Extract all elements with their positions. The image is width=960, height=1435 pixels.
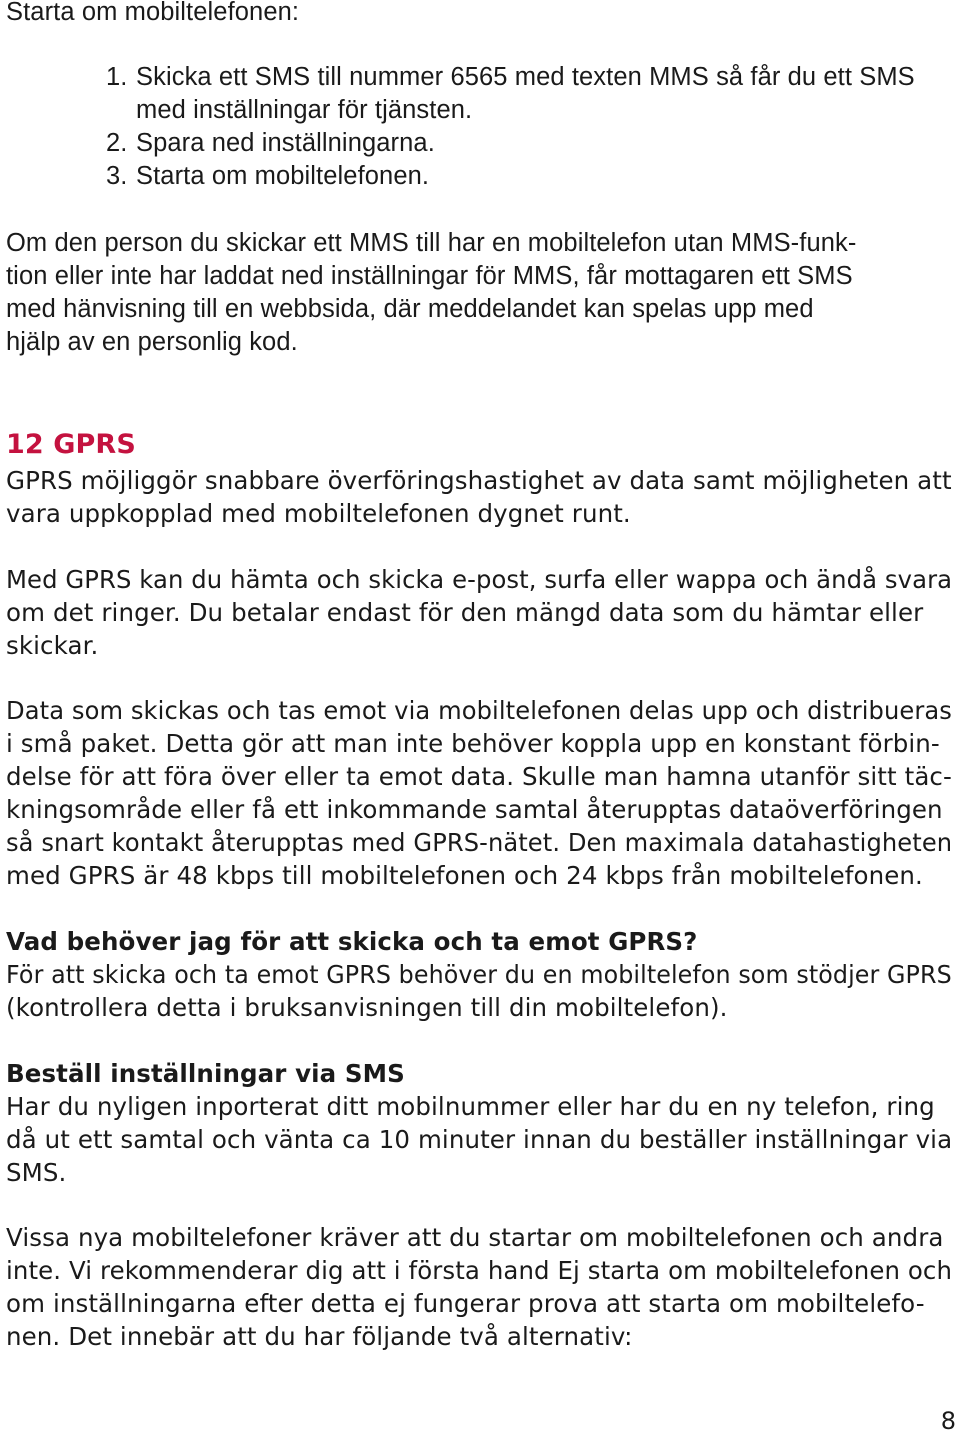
subheading-requirements: Vad behöver jag för att skicka och ta emot GPRS?: [6, 927, 698, 956]
paragraph-line: om det ringer. Du betalar endast för den mängd data som du hämtar eller: [6, 598, 924, 627]
paragraph-line: tion eller inte har laddat ned inställningar för MMS, får mottagaren ett SMS: [6, 262, 853, 290]
paragraph-line: Vissa nya mobiltelefoner kräver att du startar om mobiltelefonen och andra: [6, 1223, 944, 1252]
list-item-continuation: med inställningar för tjänsten.: [136, 96, 473, 124]
page-number: 8: [940, 1407, 956, 1435]
paragraph-line: med GPRS är 48 kbps till mobiltelefonen och 24 kbps från mobiltelefonen.: [6, 861, 923, 890]
list-item: [106, 127, 435, 160]
list-text: Starta om mobiltelefonen.: [136, 162, 430, 190]
paragraph-line: kningsområde eller få ett inkommande samtal återupptas dataöverföringen: [6, 795, 943, 824]
list-text: Skicka ett SMS till nummer 6565 med texten MMS så får du ett SMS: [136, 63, 915, 91]
paragraph-line: i små paket. Detta gör att man inte behöver koppla upp en konstant förbin-: [6, 729, 940, 758]
section-heading-gprs: 12 GPRS: [6, 429, 136, 460]
paragraph-line: med hänvisning till en webbsida, där meddelandet kan spelas upp med: [6, 295, 814, 323]
paragraph-line: Har du nyligen inporterat ditt mobilnummer eller har du en ny telefon, ring: [6, 1092, 935, 1121]
list-text: Spara ned inställningarna.: [136, 129, 435, 157]
paragraph-line: Om den person du skickar ett MMS till har en mobiltelefon utan MMS-funk-: [6, 229, 857, 257]
list-number: 1.: [106, 63, 128, 91]
paragraph-line: inte. Vi rekommenderar dig att i första hand Ej starta om mobiltelefonen och: [6, 1256, 953, 1285]
paragraph-line: Data som skickas och tas emot via mobiltelefonen delas upp och distribueras: [6, 696, 953, 725]
paragraph-line: Med GPRS kan du hämta och skicka e-post, surfa eller wappa och ändå svara: [6, 565, 953, 594]
paragraph-line: nen. Det innebär att du har följande två alternativ:: [6, 1322, 633, 1351]
paragraph-line: delse för att föra över eller ta emot data. Skulle man hamna utanför sitt täc-: [6, 762, 952, 791]
paragraph-line: så snart kontakt återupptas med GPRS-nätet. Den maximala datahastigheten: [6, 828, 953, 857]
list-number: 2.: [106, 129, 128, 157]
paragraph-line: om inställningarna efter detta ej fungerar prova att starta om mobiltelefo-: [6, 1289, 925, 1318]
list-item: [106, 160, 429, 193]
list-item: [106, 61, 915, 94]
paragraph-line: vara uppkopplad med mobiltelefonen dygnet runt.: [6, 499, 631, 528]
paragraph-line: För att skicka och ta emot GPRS behöver du en mobiltelefon som stödjer GPRS: [6, 960, 952, 989]
paragraph-line: skickar.: [6, 631, 99, 660]
paragraph-line: (kontrollera detta i bruksanvisningen till din mobiltelefon).: [6, 993, 728, 1022]
subheading-order-settings: Beställ inställningar via SMS: [6, 1059, 405, 1088]
paragraph-line: hjälp av en personlig kod.: [6, 328, 298, 356]
paragraph-line: då ut ett samtal och vänta ca 10 minuter innan du beställer inställningar via: [6, 1125, 953, 1154]
restart-intro: Starta om mobiltelefonen:: [6, 0, 300, 26]
paragraph-line: SMS.: [6, 1158, 67, 1187]
list-number: 3.: [106, 162, 128, 190]
paragraph-line: GPRS möjliggör snabbare överföringshastighet av data samt möjligheten att: [6, 466, 952, 495]
